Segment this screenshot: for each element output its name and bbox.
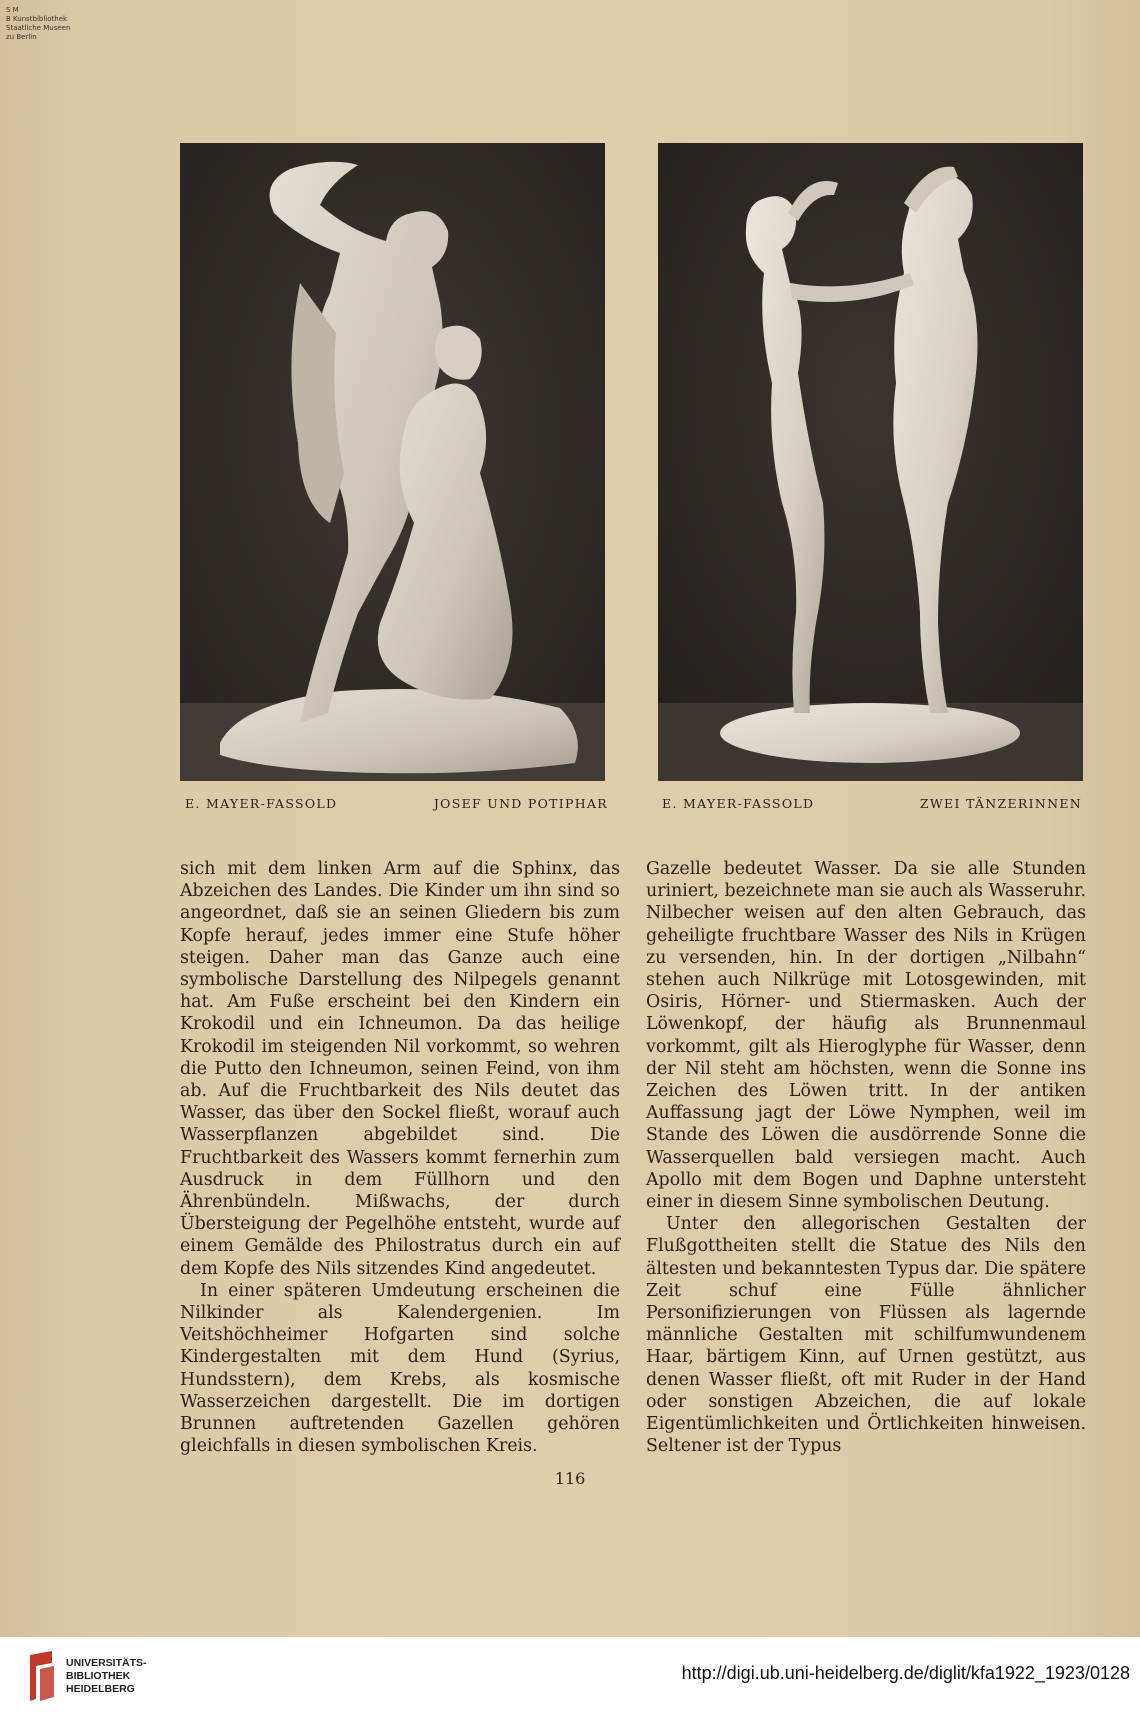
- permalink-url[interactable]: http://digi.ub.uni-heidelberg.de/diglit/kfa1922_1923/0128: [681, 1663, 1130, 1683]
- paragraph: Gazelle bedeutet Wasser. Da sie alle Stunden uriniert, bezeichnete man sie auch als Wasseruhr. Nilbecher weisen auf den alten Gebrauch, das geheiligte fruchtbare Wasser des Nils in Krügen zu versenden, hin. In der dortigen „Nilbahn“ stehen auch Nilkrüge mit Lotosgewinden, mit Osiris, Hörner- und Stiermasken. Auch der Löwenkopf, der häufig als Brunnenmaul vorkommt, gilt als Hieroglyphe für Wasser, denn der Nil steht am höchsten, wenn die Sonne ins Zeichen des Löwen tritt. In der antiken Auffassung jagt der Löwe Nymphen, weil im Stande des Löwen die ausdörrende Sonne die Wasserquellen bald versiegen macht. Auch Apollo mit dem Bogen und Daphne untersteht einer in diesem Sinne symbolischen Deutung.: [646, 859, 1086, 1213]
- page-number: 116: [554, 1469, 586, 1488]
- viewer-footer: [0, 1637, 1140, 1717]
- library-stamp: [6, 6, 70, 42]
- paragraph: Unter den allegorischen Gestalten der Flußgottheiten stellt die Statue des Nils den ältesten und bekanntesten Typus dar. Die spätere Zeit schuf eine Fülle ähnlicher Personifizierungen von Flüssen als lagernde männliche Gestalten mit schilfumwundenem Haar, bärtigem Kinn, auf Urnen gestützt, aus denen Wasser fließt, oft mit Ruder in der Hand oder sonstigen Abzeichen, die auf lokale Eigentümlichkeiten und Örtlichkeiten hinweisen. Seltener ist der Typus: [646, 1214, 1086, 1457]
- caption-artist: E. MAYER-FASSOLD: [662, 796, 815, 811]
- text-column-left: [180, 858, 620, 1457]
- stamp-line: S M: [6, 6, 19, 14]
- university-library-name[interactable]: [66, 1657, 147, 1696]
- caption-title: ZWEI TÄNZERINNEN: [919, 796, 1082, 811]
- stamp-line: zu Berlin: [6, 33, 37, 41]
- logo-line: UNIVERSITÄTS-: [66, 1657, 147, 1669]
- sculpture-image-right: [658, 143, 1083, 781]
- sculpture-image-left: [180, 143, 605, 781]
- stamp-line: Staatliche Museen: [6, 24, 71, 32]
- stamp-line: B Kunstbibliothek: [6, 15, 68, 23]
- figure-caption-left: [185, 796, 608, 816]
- caption-artist: E. MAYER-FASSOLD: [185, 796, 338, 811]
- paragraph: In einer späteren Umdeutung erscheinen die Nilkinder als Kalendergenien. Im Veitshöchheimer Hofgarten sind solche Kindergestalten mit dem Hund (Syrius, Hundsstern), dem Krebs, als kosmische Wasserzeichen dargestellt. Die im dortigen Brunnen auftretenden Gazellen gehören gleichfalls in diesen symbolischen Kreis.: [180, 1280, 620, 1457]
- sculpture-photo-josef-potiphar: [180, 143, 605, 781]
- paragraph: sich mit dem linken Arm auf die Sphinx, das Abzeichen des Landes. Die Kinder um ihn sind so angeordnet, daß sie an seinen Gliedern bis zum Kopfe herauf, jedes immer eine Stufe höher steigen. Daher man das Ganze auch eine symbolische Darstellung des Nilpegels genannt hat. Am Fuße erscheint bei den Kindern ein Krokodil und ein Ichneumon. Da das heilige Krokodil im steigenden Nil vorkommt, so wehren die Putto den Ichneumon, seinen Feind, von ihm ab. Auf die Fruchtbarkeit des Nils deutet das Wasser, das über den Sockel fließt, worauf auch Wasserpflanzen abgebildet sind. Die Fruchtbarkeit des Wassers kommt fernerhin zum Ausdruck in dem Füllhorn und den Ährenbündeln. Mißwachs, der durch Übersteigung der Pegelhöhe entsteht, wurde auf einem Gemälde des Philostratus durch ein auf dem Kopfe des Nils sitzendes Kind angedeutet.: [180, 859, 620, 1279]
- logo-line: HEIDELBERG: [66, 1683, 135, 1695]
- logo-line: BIBLIOTHEK: [66, 1670, 131, 1682]
- text-column-right: [646, 858, 1086, 1457]
- university-library-logo-icon[interactable]: [26, 1649, 58, 1705]
- caption-title: JOSEF UND POTIPHAR: [433, 796, 608, 811]
- sculpture-photo-zwei-taenzerinnen: [658, 143, 1083, 781]
- figure-caption-right: [662, 796, 1082, 816]
